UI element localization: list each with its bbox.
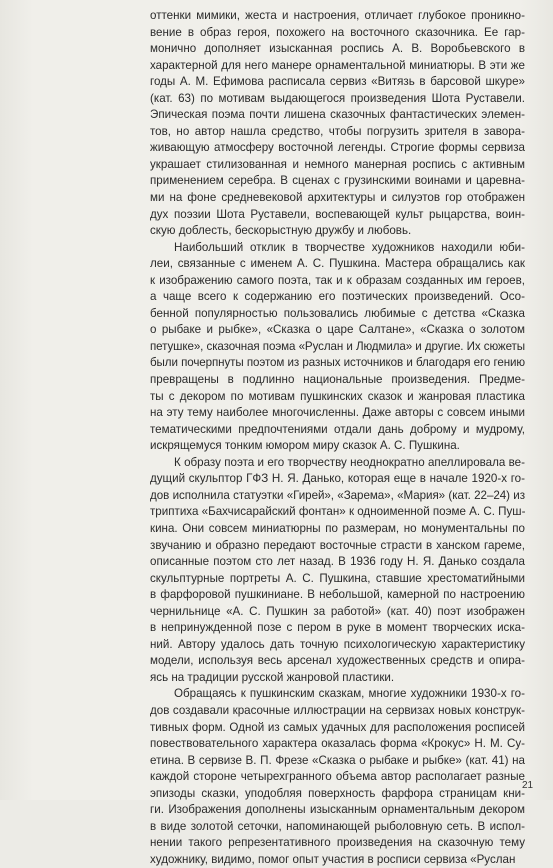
text-line: Эпическая поэма почти лишена сказочных фантастических элемен- <box>150 108 525 122</box>
paragraph <box>150 686 525 868</box>
text-line: дов исполнила статуэтки «Гирей», «Зарема», «Мария» (кат. 22–24) из <box>150 488 525 502</box>
text-line: етина. В сервизе В. П. Фрезе «Сказка о рыбаке и рыбке» (кат. 41) на <box>150 753 525 767</box>
text-line: звучанию и образно передают восточные страсти в ханском гареме, <box>150 538 525 552</box>
text-line: триптиха «Бахчисарайский фонтан» к одноименной поэме А. С. Пуш- <box>150 505 526 519</box>
text-line: скую доблесть, бескорыстную дружбу и любовь. <box>150 224 412 238</box>
text-line: тематическими предпочтениями отдали дань доброму и мудрому, <box>150 422 525 436</box>
text-line: Обращаясь к пушкинским сказкам, многие художники 1930-х го- <box>174 687 525 701</box>
text-line: монично дополняет изысканная роспись А. В. Воробьевского в <box>150 42 525 56</box>
text-line: оттенки мимики, жеста и настроения, отличает глубокое проникно- <box>150 9 525 22</box>
text-line: ги. Изображения дополнены изысканным орнаментальным декором <box>150 803 525 817</box>
text-line: вение в образ героя, похожего на восточного сказочника. Ее гар- <box>150 25 525 39</box>
text-line: о рыбаке и рыбке», «Сказка о царе Салтане», «Сказка о золотом <box>150 323 525 337</box>
text-line: ты с декором по мотивам пушкинских сказок и жанровая пластика <box>150 389 525 403</box>
text-line: а чаще всего к содержанию его поэтических произведений. Осо- <box>150 290 525 304</box>
paragraph <box>150 455 525 687</box>
text-line: дух поэзии Шота Руставели, воспевающей культ рыцарства, воин- <box>150 207 525 221</box>
text-line: годы А. М. Ефимова расписала сервиз «Витязь в барсовой шкуре» <box>150 75 525 89</box>
text-line: Наибольший отклик в творчестве художников находили юби- <box>174 240 525 254</box>
text-line: дущий скульптор ГФЗ Н. Я. Данько, которая еще в начале 1920-х го- <box>150 472 525 486</box>
text-line: применением серебра. В сценах с грузинскими воинами и царевна- <box>150 174 525 188</box>
text-line: скульптурные портреты А. С. Пушкина, ставшие хрестоматийными <box>150 571 525 585</box>
text-line: на эту тему наиболее многочисленны. Даже авторы с совсем иными <box>150 406 525 420</box>
text-line: в фарфоровой пушкиниане. В небольшой, камерной по настроению <box>150 588 525 602</box>
text-line: искрящемуся тонким юмором миру сказок А. С. Пушкина. <box>150 439 460 453</box>
text-line: характерной для него манере орнаментальной миниатюры. В эти же <box>150 58 525 72</box>
page-number: 21 <box>522 780 534 791</box>
text-line: модели, используя весь арсенал художественных средств и опира- <box>150 654 525 668</box>
text-line: каждой стороне четырехгранного объема автор располагает разные <box>150 770 525 784</box>
text-line: (кат. 63) по мотивам выдающегося произведения Шота Руставели. <box>150 91 525 105</box>
text-line: украшает стилизованная и немного манерная роспись с активным <box>150 157 525 171</box>
text-line: дов создавали красочные иллюстрации на сервизах новых конструк- <box>150 703 525 717</box>
text-line: повествовательного характера оказалась форма «Крокус» Н. М. Су- <box>150 737 525 751</box>
text-line: живающую атмосферу восточной легенды. Строгие формы сервиза <box>150 141 525 155</box>
body-text <box>150 8 525 868</box>
text-line: кина. Они совсем миниатюрны по размерам, но монументальны по <box>150 521 525 535</box>
text-line: в виде золотой сеточки, напоминающей рыболовную сеть. В испол- <box>150 819 525 833</box>
text-line: были почерпнуты поэтом из разных источников и благодаря его гению <box>150 356 525 370</box>
text-line: леи, связанные с именем А. С. Пушкина. Мастера обращались как <box>150 257 525 271</box>
text-line: к изображению самого поэта, так и к образам созданных им героев, <box>150 273 525 287</box>
text-line: тов, но автор нашла средство, чтобы погрузить зрителя в завора- <box>150 124 525 138</box>
text-line: эпизоды сказки, уподобляя поверхность фарфора страницам кни- <box>150 786 525 800</box>
text-line: тивных форм. Одной из самых удачных для расположения росписей <box>150 720 525 734</box>
text-line: К образу поэта и его творчеству неоднократно апеллировала ве- <box>174 455 525 469</box>
text-line: нении такого репрезентативного произведения на сказочную тему <box>150 836 525 850</box>
paragraph <box>150 8 525 240</box>
text-line: бенной популярностью пользовались любимые с детства «Сказка <box>150 306 525 320</box>
text-line: чернильнице «А. С. Пушкин за работой» (кат. 40) поэт изображен <box>150 604 525 618</box>
text-line: описанные поэтом сто лет назад. В 1936 году Н. Я. Данько создала <box>150 555 525 569</box>
text-line: в непринужденной позе с пером в руке в момент творческих иска- <box>150 621 525 635</box>
text-line: петушке», сказочная поэма «Руслан и Людмила» и другие. Их сюжеты <box>150 339 525 353</box>
text-line: художнику, видимо, помог опыт участия в росписи сервиза «Руслан <box>150 852 516 866</box>
paragraph <box>150 240 525 455</box>
text-line: ний. Автору удалось дать точную психологическую характеристику <box>150 637 525 651</box>
text-line: ясь на традиции русской жанровой пластики. <box>150 670 395 684</box>
text-line: ми на фоне средневековой архитектуры и силуэтов гор отображен <box>150 191 525 205</box>
text-line: превращены в подлинно национальные произведения. Предме- <box>150 373 525 387</box>
